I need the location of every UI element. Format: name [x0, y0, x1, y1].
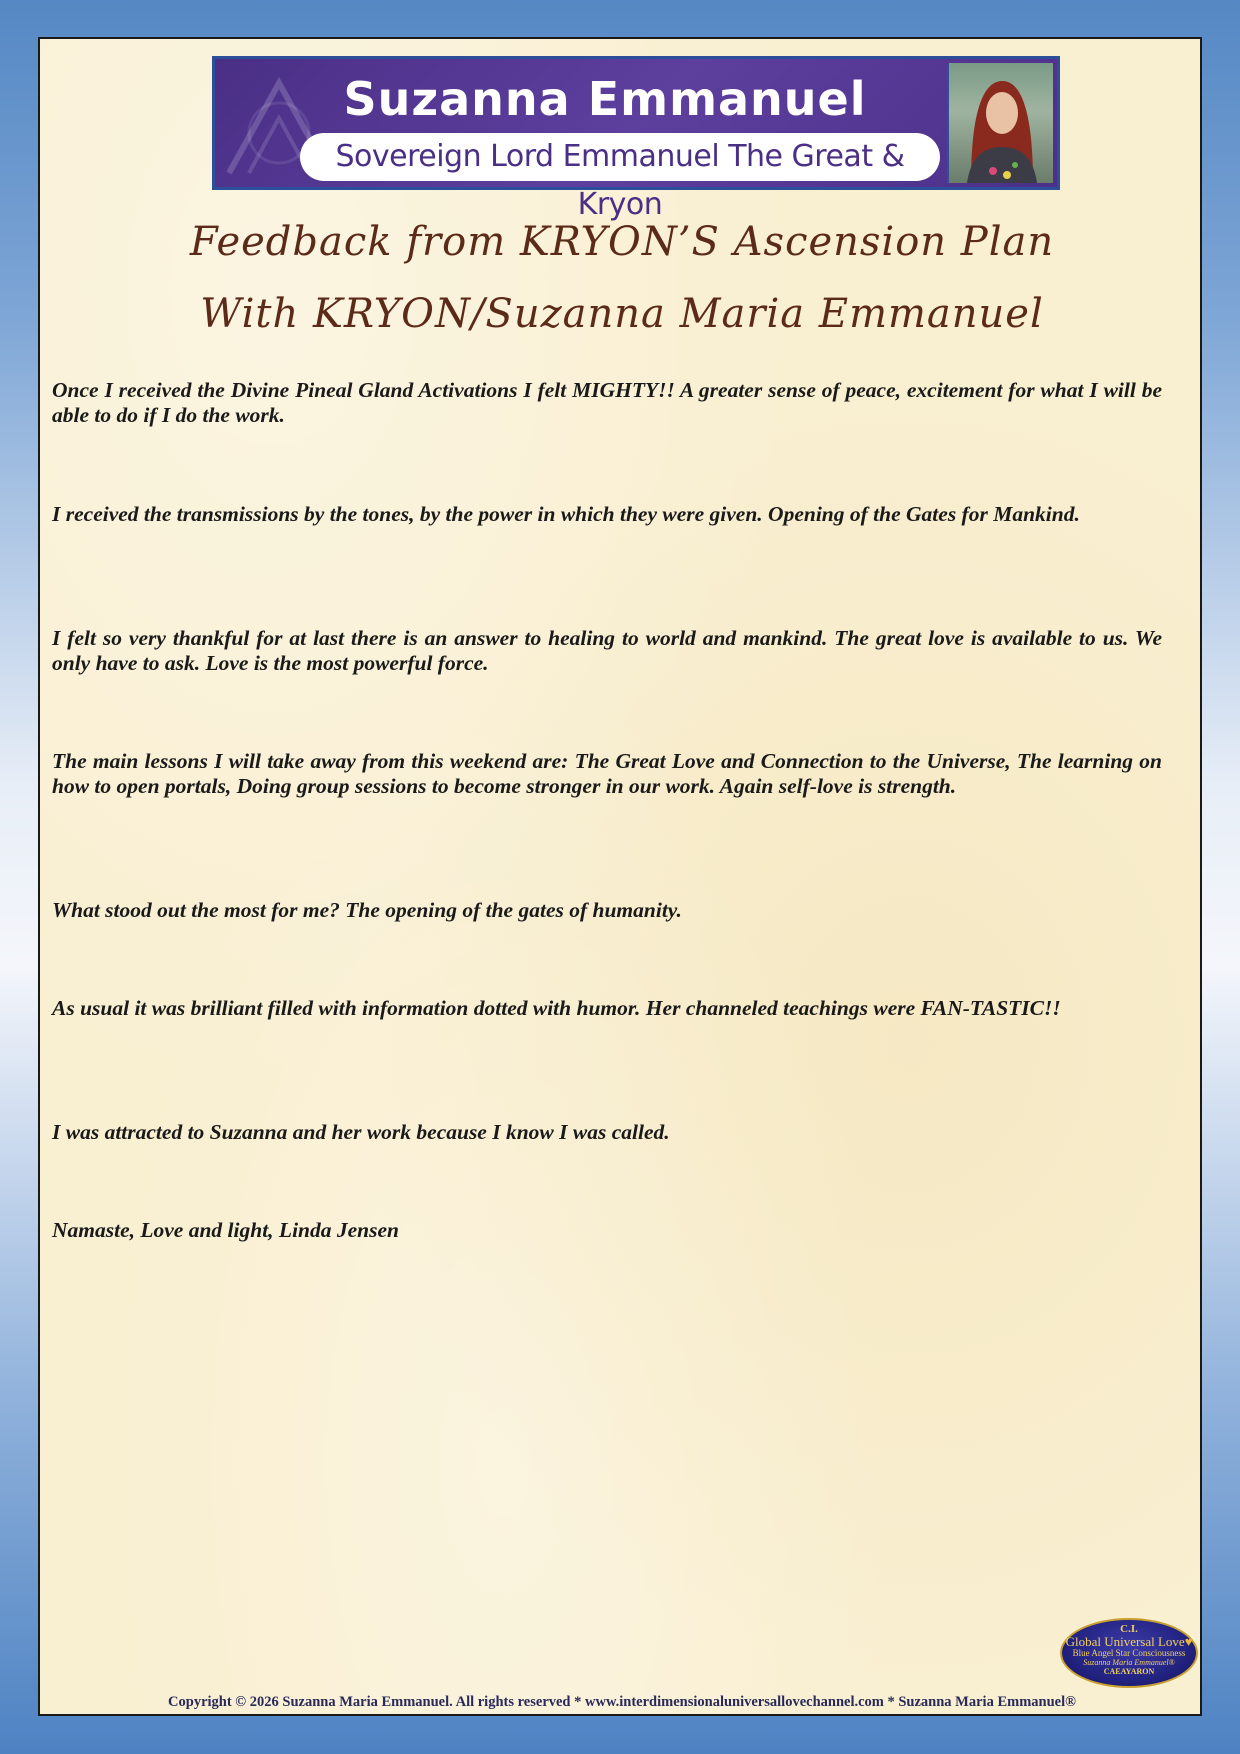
- seal-line-5: CAEAYARON: [1103, 1667, 1155, 1676]
- feedback-paragraph: What stood out the most for me? The opening of the gates of humanity.: [52, 898, 682, 922]
- seal-line-4: Suzanna Maria Emmanuel®: [1083, 1658, 1175, 1667]
- seal-line-3: Blue Angel Star Consciousness: [1072, 1648, 1186, 1658]
- feedback-paragraph: Once I received the Divine Pineal Gland Activations I felt MIGHTY!! A greater sense of peace, excitement for what I will be able to do if I do the work.: [52, 378, 1162, 427]
- seal-line-1: C.I.: [1120, 1623, 1138, 1635]
- feedback-paragraph: As usual it was brilliant filled with information dotted with humor. Her channeled teachings were FAN-TASTIC!!: [52, 996, 1061, 1020]
- portrait-photo: [947, 63, 1053, 183]
- feedback-paragraph: The main lessons I will take away from this weekend are: The Great Love and Connection to the Universe, The learning on how to open portals, Doing group sessions to become stronger in our work. Again self-love is strength.: [52, 749, 1162, 798]
- feedback-paragraph: I was attracted to Suzanna and her work because I know I was called.: [52, 1120, 670, 1144]
- page-title-line1: Feedback from KRYON’S Ascension Plan: [189, 219, 1055, 265]
- feedback-paragraph: I received the transmissions by the tones, by the power in which they were given. Opening of the Gates for Mankind.: [52, 502, 1080, 526]
- feedback-paragraph: I felt so very thankful for at last there is an answer to healing to world and mankind. The great love is available to us. We only have to ask. Love is the most powerful force.: [52, 626, 1162, 675]
- global-universal-love-seal: [1060, 1618, 1198, 1688]
- page-title-line2: With KRYON/Suzanna Maria Emmanuel: [200, 291, 1044, 337]
- signature-line: Namaste, Love and light, Linda Jensen: [52, 1218, 399, 1242]
- header-banner: [212, 56, 1060, 222]
- document-page: [38, 37, 1202, 1716]
- heart-icon: ♥: [1184, 1634, 1193, 1649]
- banner-name: Suzanna Emmanuel: [343, 72, 867, 126]
- copyright-footer: Copyright © 2026 Suzanna Maria Emmanuel. All rights reserved * www.interdimensionaluniversallovechannel.com * Suzanna Maria Emmanuel®: [168, 1694, 1076, 1710]
- banner-subtitle: Sovereign Lord Emmanuel The Great & Kryon: [300, 133, 940, 181]
- seal-line-2: Global Universal Love♥: [1065, 1634, 1193, 1649]
